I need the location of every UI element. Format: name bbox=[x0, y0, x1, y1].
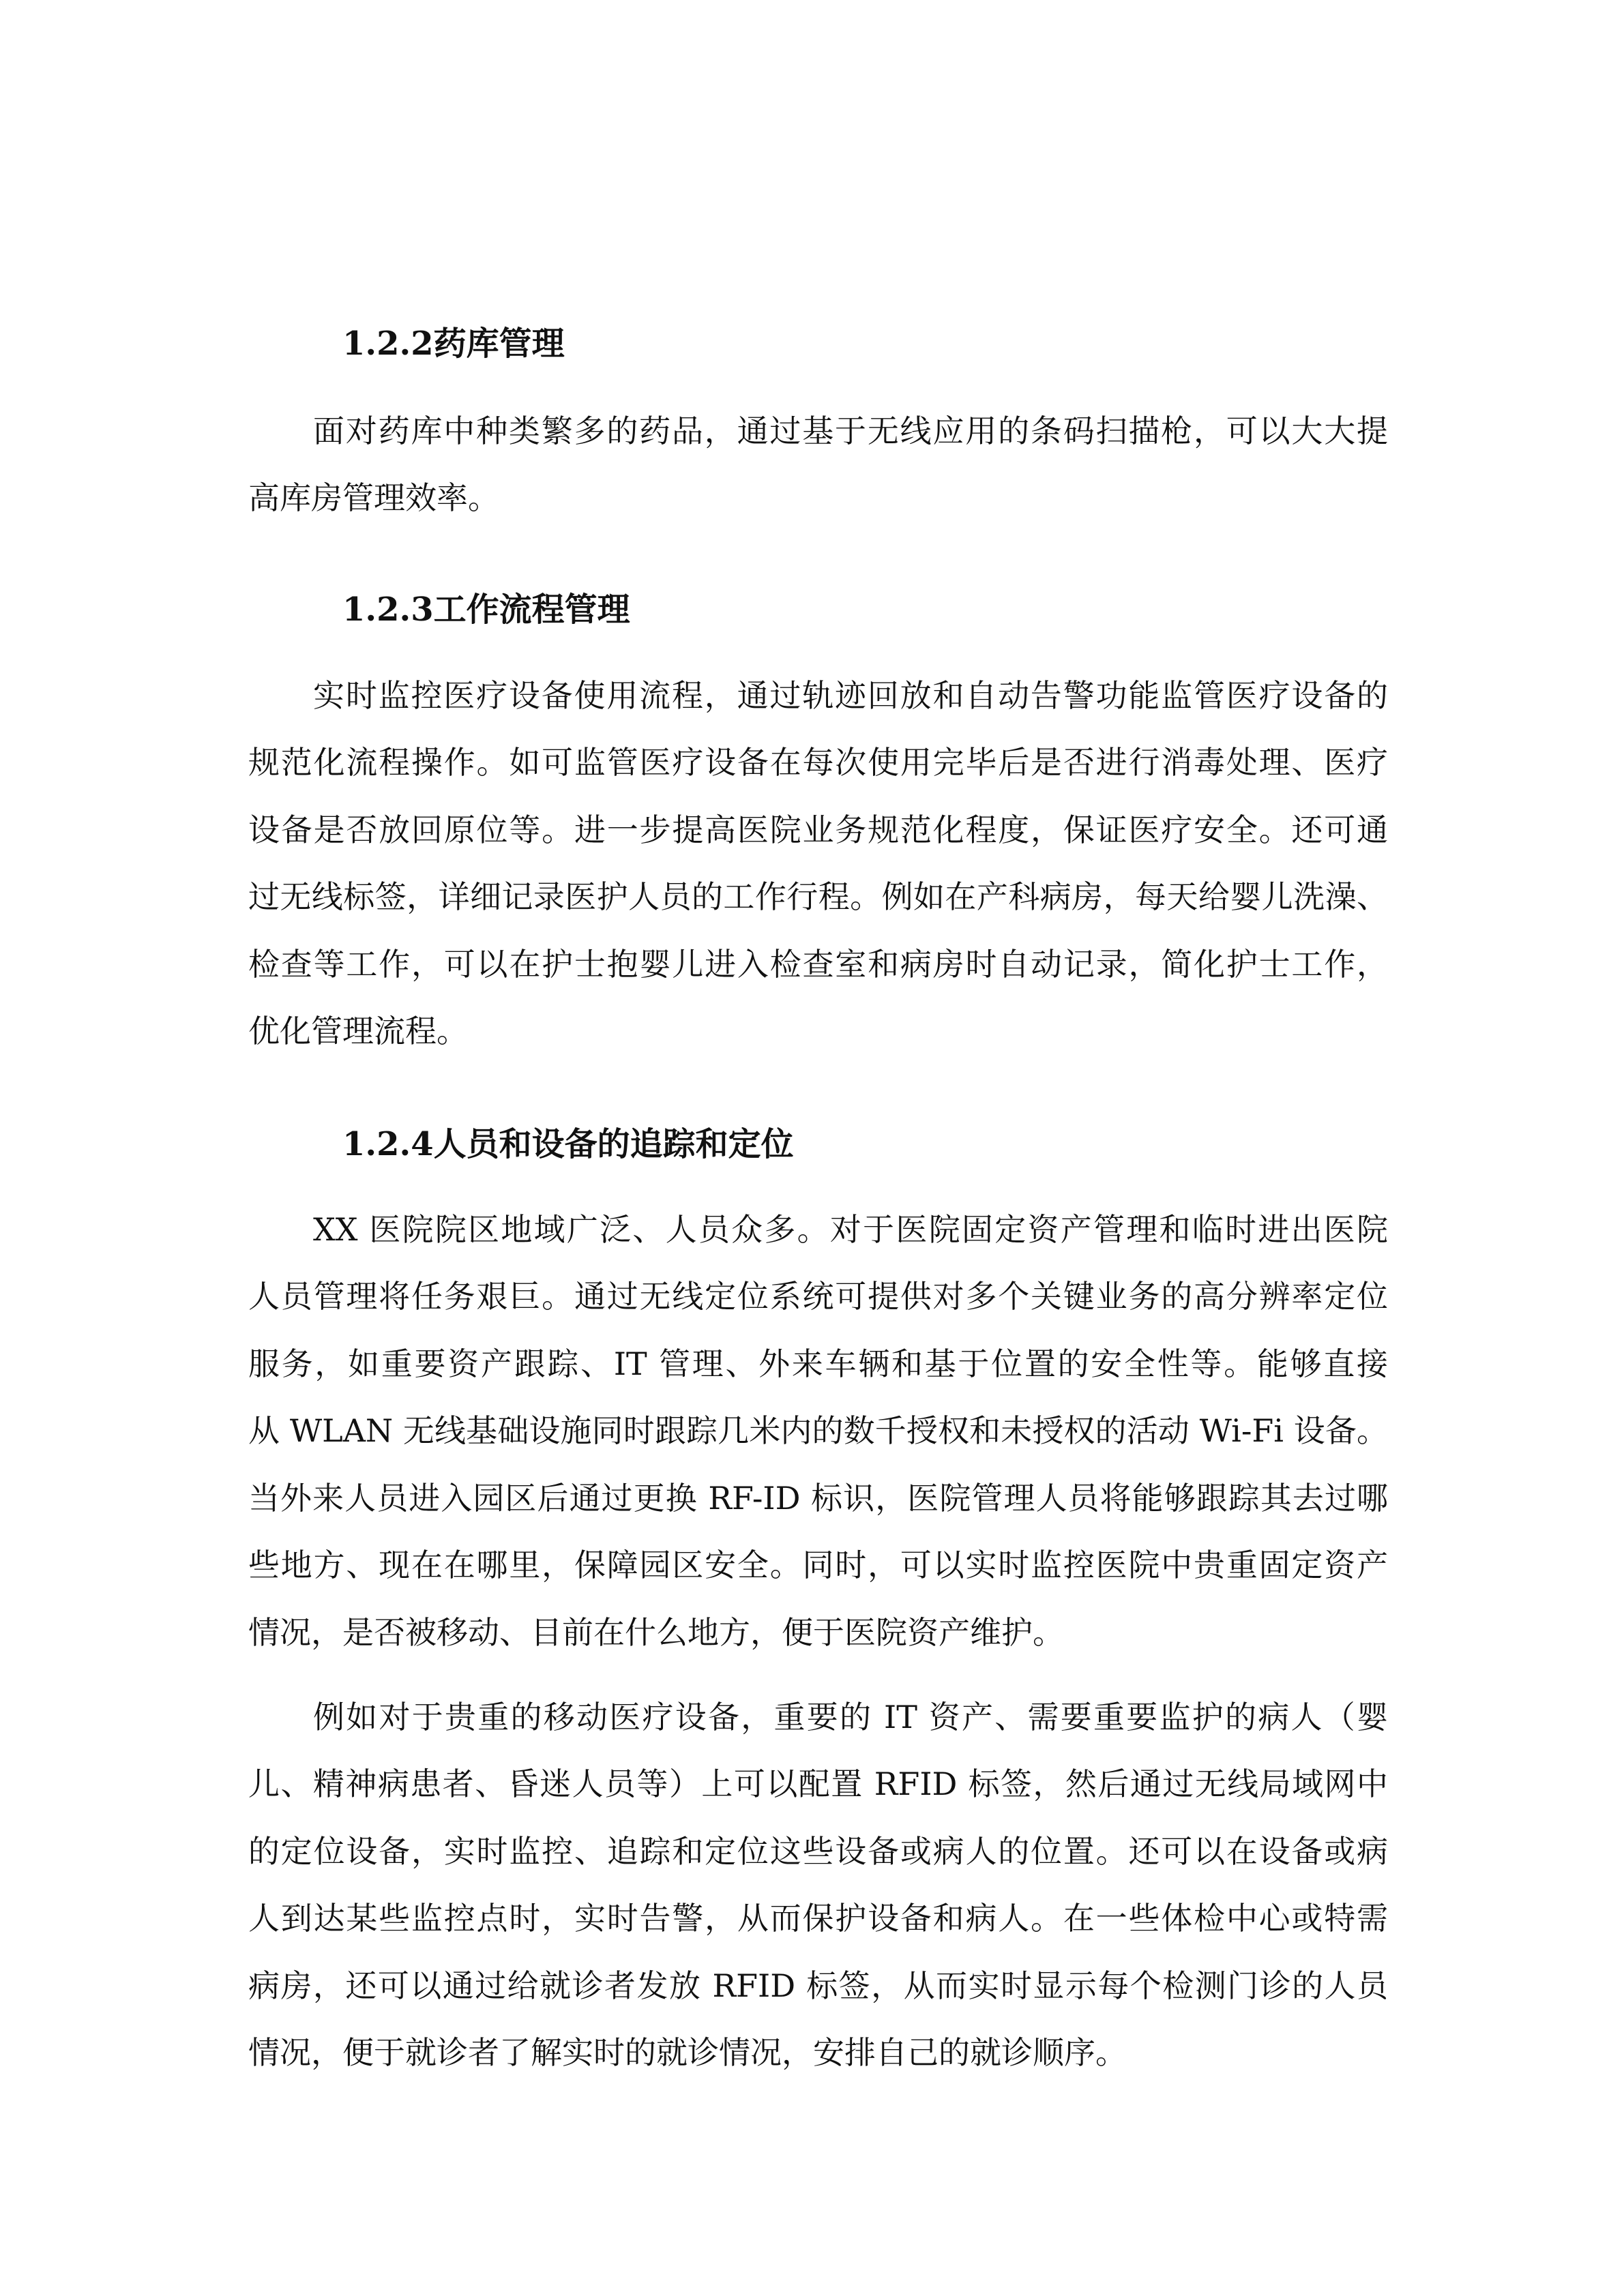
text-line: 情况，是否被移动、目前在什么地方，便于医院资产维护。 bbox=[248, 1614, 1064, 1651]
text-line: 从 WLAN 无线基础设施同时跟踪几米内的数千授权和未授权的活动 Wi-Fi 设备。 bbox=[248, 1412, 1388, 1449]
text-line: 过无线标签，详细记录医护人员的工作行程。例如在产科病房，每天给婴儿洗澡、 bbox=[248, 878, 1388, 915]
text-line: 病房，还可以通过给就诊者发放 RFID 标签，从而实时显示每个检测门诊的人员 bbox=[248, 1967, 1388, 2004]
text-line: 检查等工作，可以在护士抱婴儿进入检查室和病房时自动记录，简化护士工作， bbox=[248, 946, 1388, 983]
text-line: 人员管理将任务艰巨。通过无线定位系统可提供对多个关键业务的高分辨率定位 bbox=[248, 1278, 1388, 1315]
heading-1-2-3: 1.2.3工作流程管理 bbox=[342, 591, 630, 629]
text-line: 高库房管理效率。 bbox=[248, 479, 499, 516]
text-line: 人到达某些监控点时，实时告警，从而保护设备和病人。在一些体检中心或特需 bbox=[248, 1900, 1388, 1937]
text-line: 例如对于贵重的移动医疗设备，重要的 IT 资产、需要重要监护的病人（婴 bbox=[313, 1699, 1388, 1735]
text-line: 面对药库中种类繁多的药品，通过基于无线应用的条码扫描枪，可以大大提 bbox=[313, 413, 1388, 449]
text-line: 服务，如重要资产跟踪、IT 管理、外来车辆和基于位置的安全性等。能够直接 bbox=[248, 1345, 1388, 1382]
text-line: 设备是否放回原位等。进一步提高医院业务规范化程度，保证医疗安全。还可通 bbox=[248, 811, 1388, 848]
text-line: 优化管理流程。 bbox=[248, 1013, 468, 1049]
text-line: 些地方、现在在哪里，保障园区安全。同时，可以实时监控医院中贵重固定资产 bbox=[248, 1547, 1388, 1583]
text-line: 情况，便于就诊者了解实时的就诊情况，安排自己的就诊顺序。 bbox=[248, 2034, 1127, 2071]
text-line: 的定位设备，实时监控、追踪和定位这些设备或病人的位置。还可以在设备或病 bbox=[248, 1833, 1388, 1870]
text-line: XX 医院院区地域广泛、人员众多。对于医院固定资产管理和临时进出医院 bbox=[313, 1211, 1388, 1248]
text-line: 儿、精神病患者、昏迷人员等）上可以配置 RFID 标签，然后通过无线局域网中 bbox=[248, 1765, 1388, 1802]
text-line: 实时监控医疗设备使用流程，通过轨迹回放和自动告警功能监管医疗设备的 bbox=[313, 677, 1388, 714]
heading-1-2-2: 1.2.2药库管理 bbox=[342, 325, 565, 363]
heading-1-2-4: 1.2.4人员和设备的追踪和定位 bbox=[342, 1125, 794, 1163]
text-line: 规范化流程操作。如可监管医疗设备在每次使用完毕后是否进行消毒处理、医疗 bbox=[248, 744, 1388, 781]
text-line: 当外来人员进入园区后通过更换 RF-ID 标识，医院管理人员将能够跟踪其去过哪 bbox=[248, 1480, 1388, 1517]
